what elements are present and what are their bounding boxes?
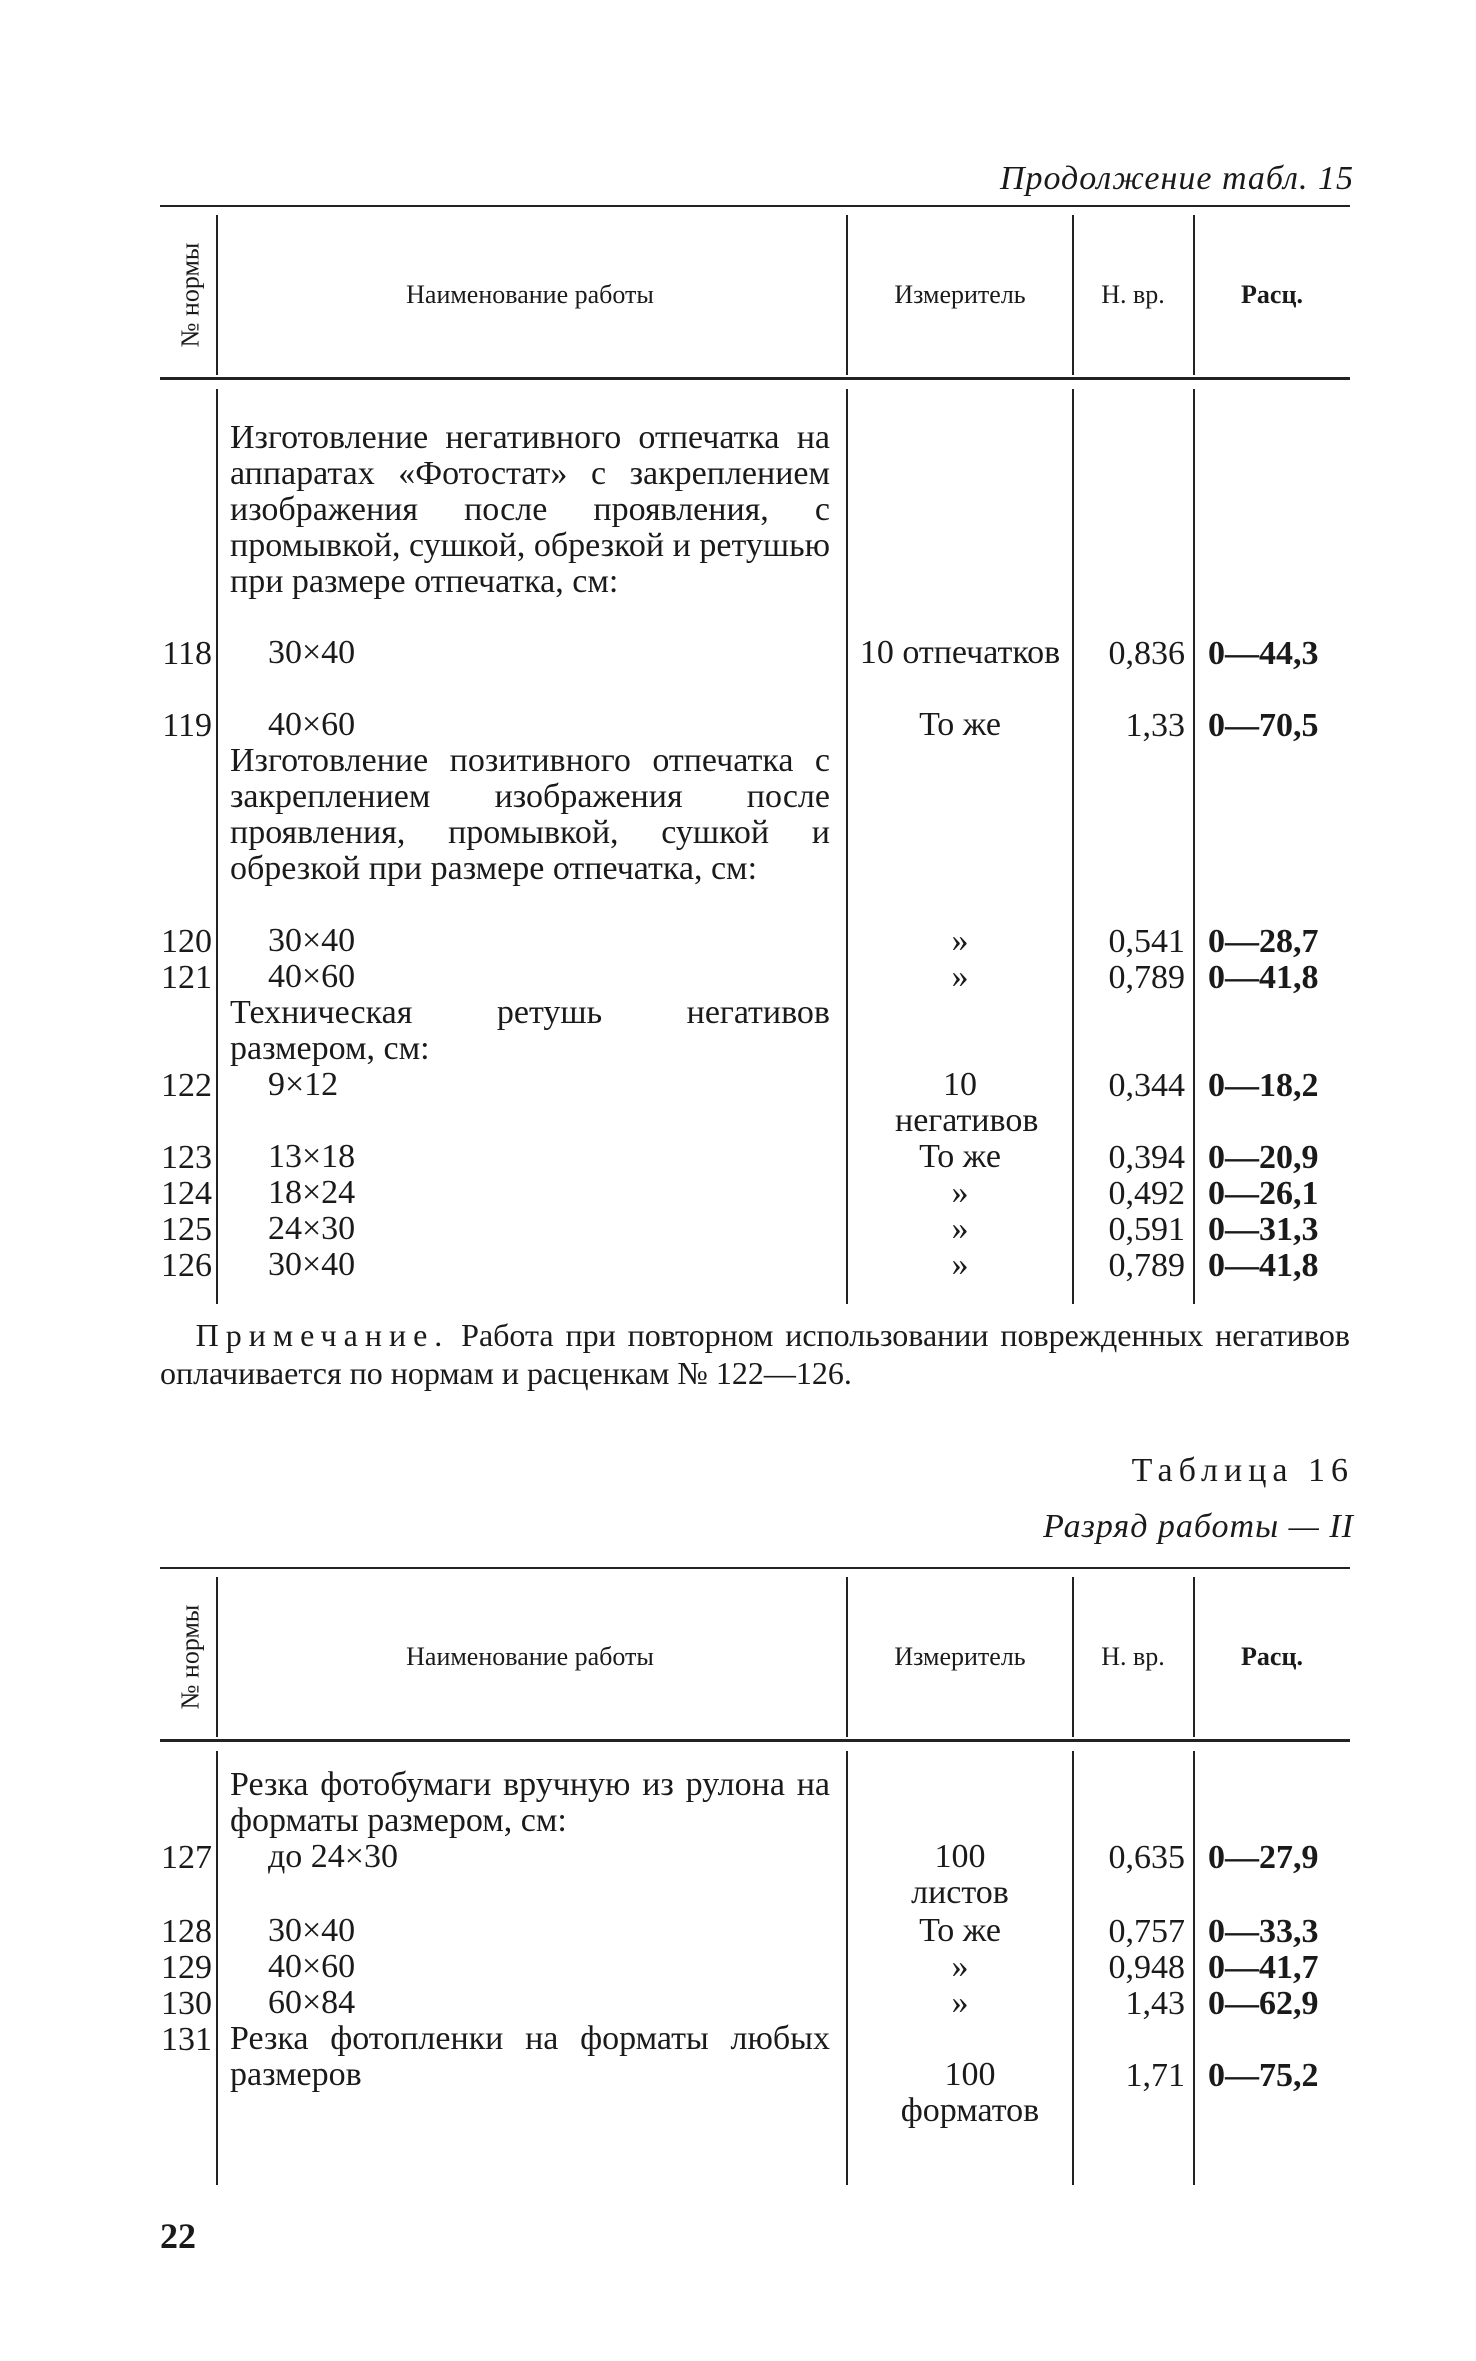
table-15: № нормы Наименование работы Измеритель Н. вр. Расц. Изготовление негативного отпечатка на аппаратах «Фотостат» с закреплением изображения после проявления, с промывкой, сушкой, обрезкой и ретушью при размере отпечатка, см: 118 30×40 10 отпечатков 0,836 0—44,3 119 40×60 То же 1,33 0—70,5 Изготовление позитивного отпечатка с закреплением изображения после проявления, промывкой, сушкой и обрезкой при размере отпечатка, см: 120 30×40 » 0,541 0—28,7 121 40×60 » 0,789 0—41,8 Техническая ретушь негативов размером, см: 122 9×12 10 негативов 0,344 0—18,2 123 13×18 То же 0,394 0—20,9 124 18×24 » 0,492 0—26,1 125 24×30 » 0,591 0—31,3 126 30×40 » 0,789 0—41,8	[160, 205, 1350, 1305]
header-hv: Н. вр.	[1101, 280, 1165, 309]
continuation-caption: Продолжение табл. 15	[999, 160, 1354, 197]
table-top-rule	[160, 1567, 1350, 1569]
header-num: № нормы	[175, 1604, 204, 1710]
table-top-rule	[160, 205, 1350, 207]
note-label: Примечание.	[195, 1317, 450, 1353]
header-unit: Измеритель	[894, 1642, 1026, 1671]
page-number: 22	[160, 2216, 196, 2256]
header-rate: Расц.	[1241, 1642, 1303, 1671]
header-bottom-rule	[160, 1739, 1350, 1742]
header-num: № нормы	[175, 242, 204, 348]
table-16-subcaption: Разряд работы — II	[1043, 1508, 1354, 1545]
header-unit: Измеритель	[894, 280, 1026, 309]
table-16: № нормы Наименование работы Измеритель Н. вр. Расц. Резка фотобумаги вручную из рулона на форматы размером, см: 127 до 24×30 100 листов 0,635 0—27,9 128 30×40 То же 0,757 0—33,3 129 40×60 » 0,948 0—41,7 130 60×84 » 1,43 0—62,9 131 Резка фотопленки на форматы любых размеров 100 форматов 1,71 0—75,2	[160, 1567, 1350, 2187]
header-bottom-rule	[160, 377, 1350, 380]
header-name: Наименование работы	[406, 1642, 654, 1671]
header-hv: Н. вр.	[1101, 1642, 1165, 1671]
header-name: Наименование работы	[406, 280, 654, 309]
table-note	[160, 1316, 1350, 1392]
table-16-caption: Таблица 16	[1131, 1452, 1354, 1489]
header-rate: Расц.	[1241, 280, 1303, 309]
note-text: Работа при повторном использовании поврежденных негативов оплачивается по нормам и расценкам № 122—126.	[160, 1317, 1350, 1391]
